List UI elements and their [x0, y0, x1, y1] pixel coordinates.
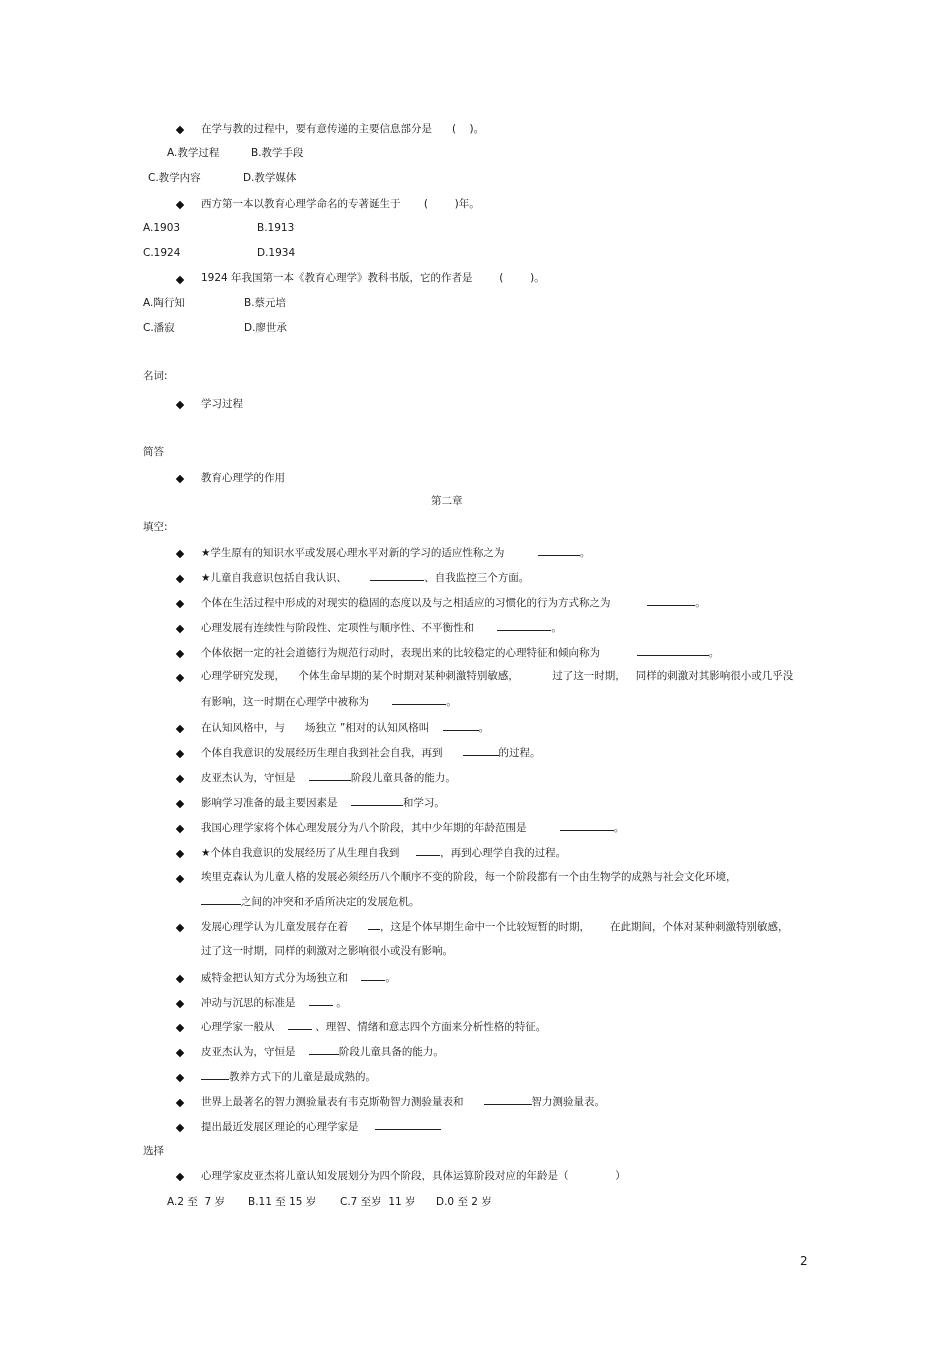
- page-number: 2: [800, 1254, 808, 1268]
- fill-item: 心理学家一般从 、理智、情绪和意志四个方面来分析性格的特征。: [201, 1021, 547, 1033]
- question-stem: 在学与教的过程中，要有意传递的主要信息部分是 ( )。: [201, 123, 485, 135]
- fill-item-line2: 有影响，这一时期在心理学中被称为 。: [201, 696, 457, 708]
- fill-item: 个体自我意识的发展经历生理自我到社会自我，再到 的过程。: [201, 747, 541, 759]
- question-stem: 心理学家皮亚杰将儿童认知发展划分为四个阶段，具体运算阶段对应的年龄是（ ）: [201, 1170, 626, 1182]
- section-heading: 填空:: [143, 521, 168, 533]
- fill-item: 在认知风格中，与 场独立 ”相对的认知风格叫 。: [201, 722, 490, 734]
- answer-blank: [392, 694, 446, 705]
- fill-item: 个体依据一定的社会道德行为规范行动时，表现出来的比较稳定的心理特征和倾向称为 。: [201, 647, 720, 659]
- answer-blank: [309, 1044, 339, 1055]
- answer-blank: [497, 620, 551, 631]
- question-stem: 1924 年我国第一本《教育心理学》教科书版，它的作者是 ( )。: [201, 272, 545, 284]
- chapter-title: 第二章: [431, 495, 463, 507]
- answer-blank: [416, 845, 440, 856]
- fill-item-line1: 埃里克森认为儿童人格的发展必须经历八个顺序不变的阶段，每一个阶段都有一个由生物学的成熟与社会文化环境，: [201, 871, 737, 883]
- option: B.蔡元培: [244, 297, 287, 309]
- fill-item: ★学生原有的知识水平或发展心理水平对新的学习的适应性称之为 。: [201, 547, 591, 559]
- option: C.教学内容: [148, 172, 201, 184]
- answer-blank: [361, 970, 385, 981]
- answer-blank: [370, 570, 424, 581]
- fill-item: 提出最近发展区理论的心理学家是: [201, 1119, 441, 1134]
- option: A.教学过程: [167, 147, 220, 159]
- answer-blank: [368, 919, 380, 930]
- section-heading: 名词:: [143, 370, 168, 382]
- fill-item: 冲动与沉思的标准是 。: [201, 997, 347, 1009]
- option: C.潘寂: [143, 322, 175, 334]
- option: B.教学手段: [251, 147, 304, 159]
- fill-item: 心理发展有连续性与阶段性、定项性与顺序性、不平衡性和 。: [201, 622, 562, 634]
- answer-blank: [560, 820, 614, 831]
- answer-blank: [647, 595, 695, 606]
- fill-item-line1: 发展心理学认为儿童发展存在着 ，这是个体早期生命中一个比较短暂的时期， 在此期间，个体对某种刺激特别敏感，: [201, 921, 789, 933]
- term-item: 学习过程: [201, 398, 243, 410]
- fill-item-line2: 过了这一时期，同样的刺激对之影响很小或没有影响。: [201, 945, 453, 957]
- fill-item: 教养方式下的儿童是最成熟的。: [201, 1069, 376, 1084]
- option: D.廖世承: [244, 322, 287, 334]
- fill-item: 威特金把认知方式分为场独立和 。: [201, 972, 396, 984]
- answer-blank: [288, 1019, 312, 1030]
- answer-blank: [443, 720, 479, 731]
- answer-blank: [375, 1119, 441, 1130]
- question-stem: 西方第一本以教育心理学命名的专著诞生于 ( )年。: [201, 198, 480, 210]
- option: D.教学媒体: [243, 172, 297, 184]
- fill-item: 影响学习准备的最主要因素是 和学习。: [201, 797, 445, 809]
- option: A.1903: [143, 222, 181, 234]
- answer-blank: [309, 995, 333, 1006]
- option: D.1934: [257, 247, 296, 259]
- fill-item-line1: 心理学研究发现， 个体生命早期的某个时期对某种刺激特别敏感， 过了这一时期， 同样的刺激对其影响很小或几乎没: [201, 670, 794, 682]
- section-heading: 选择: [143, 1145, 164, 1157]
- answer-blank: [309, 770, 351, 781]
- answer-blank: [201, 1069, 229, 1080]
- fill-item-line2: 之间的冲突和矛盾所决定的发展危机。: [201, 894, 420, 909]
- fill-item: 世界上最著名的智力测验量表有韦克斯勒智力测验量表和 智力测验量表。: [201, 1096, 606, 1108]
- option: A.陶行知: [143, 297, 185, 309]
- option: C.7 至岁 11 岁: [340, 1196, 416, 1208]
- fill-item: 我国心理学家将个体心理发展分为八个阶段，其中少年期的年龄范围是 。: [201, 822, 625, 834]
- answer-blank: [463, 745, 499, 756]
- answer-blank: [351, 795, 403, 806]
- fill-item: 皮亚杰认为，守恒是 阶段儿童具备的能力。: [201, 772, 456, 784]
- fill-item: 皮亚杰认为，守恒是 阶段儿童具备的能力。: [201, 1046, 444, 1058]
- answer-blank: [637, 645, 709, 656]
- option: A.2 至 7 岁: [167, 1196, 226, 1208]
- answer-blank: [484, 1094, 532, 1105]
- fill-item: 个体在生活过程中形成的对现实的稳固的态度以及与之相适应的习惯化的行为方式称之为 。: [201, 597, 706, 609]
- answer-blank: [201, 894, 241, 905]
- answer-blank: [538, 545, 580, 556]
- option: C.1924: [143, 247, 181, 259]
- section-heading: 简答: [143, 446, 164, 458]
- option: B.11 至 15 岁: [248, 1196, 317, 1208]
- fill-item: ★儿童自我意识包括自我认识、 、自我监控三个方面。: [201, 572, 530, 584]
- option: B.1913: [257, 222, 295, 234]
- short-answer-item: 教育心理学的作用: [201, 472, 285, 484]
- fill-item: ★个体自我意识的发展经历了从生理自我到 ，再到心理学自我的过程。: [201, 847, 567, 859]
- option: D.0 至 2 岁: [436, 1196, 492, 1208]
